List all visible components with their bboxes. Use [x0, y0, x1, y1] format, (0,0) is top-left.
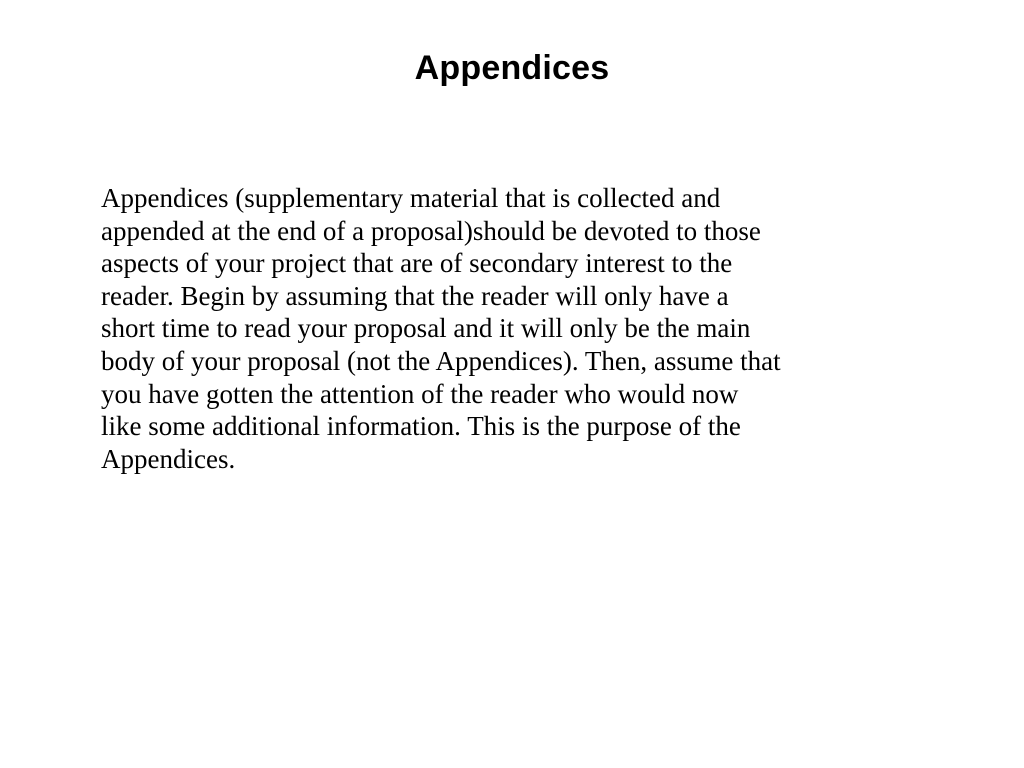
body-line: short time to read your proposal and it will only be the main	[101, 313, 751, 344]
body-line: appended at the end of a proposal)should be devoted to those	[101, 215, 761, 246]
body-line: you have gotten the attention of the reader who would now	[101, 378, 739, 409]
slide-body-text	[101, 182, 971, 475]
body-line: Appendices.	[101, 443, 236, 474]
body-line: body of your proposal (not the Appendices). Then, assume that	[101, 345, 781, 376]
body-line: Appendices (supplementary material that is collected and	[101, 183, 721, 213]
slide-title: Appendices	[414, 49, 610, 87]
body-line: aspects of your project that are of secondary interest to the	[101, 248, 733, 279]
body-line: like some additional information. This is the purpose of the	[101, 411, 741, 442]
body-line: reader. Begin by assuming that the reader will only have a	[101, 280, 729, 311]
